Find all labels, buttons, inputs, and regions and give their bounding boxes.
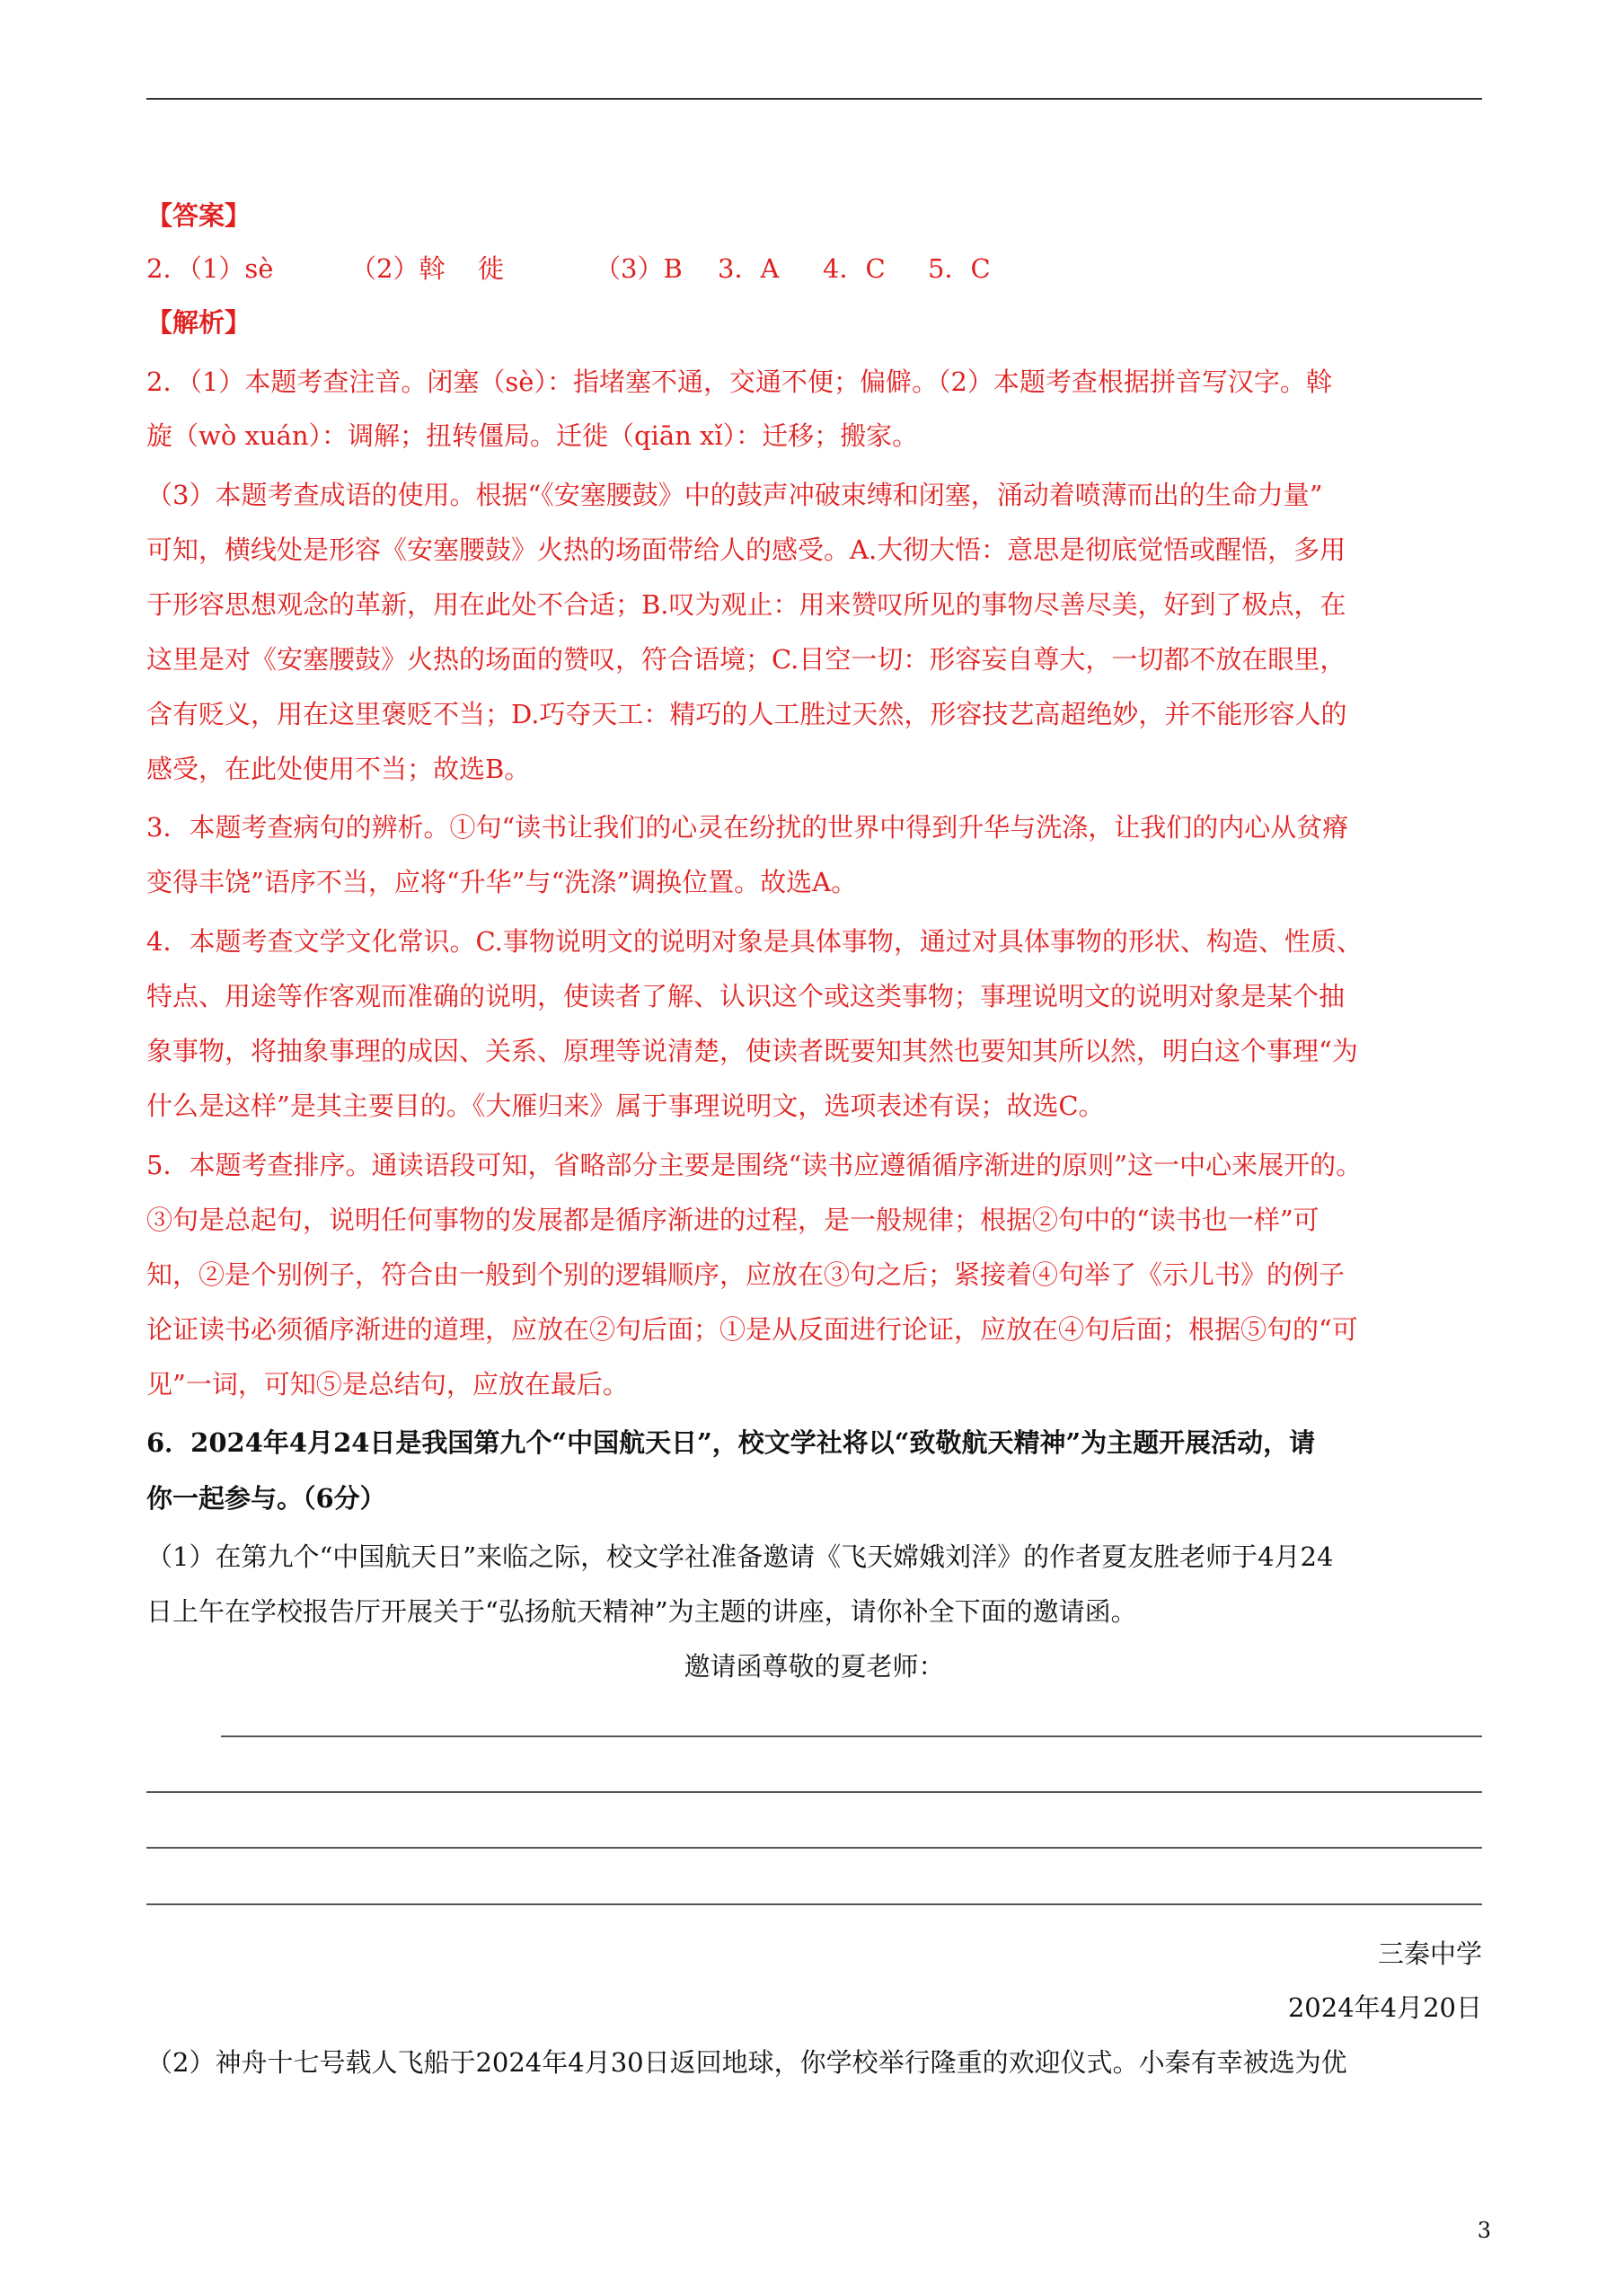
page-number: 3 <box>1477 2218 1491 2243</box>
header-rule <box>146 98 1482 100</box>
analysis-line: 见”一词，可知⑤是总结句，应放在最后。 <box>146 1369 629 1400</box>
answer-line <box>146 251 1482 287</box>
analysis-line: 论证读书必须循序渐进的道理，应放在②句后面；①是从反面进行论证，应放在④句后面；根据⑤句的“可 <box>146 1314 1358 1345</box>
answer-item: 徙 <box>478 253 505 284</box>
analysis-heading: 【解析】 <box>146 307 252 338</box>
answer-blank-line <box>146 1847 1482 1849</box>
answer-item: 3．A <box>718 253 780 284</box>
analysis-line: 什么是这样”是其主要目的。《大雁归来》属于事理说明文，选项表述有误；故选C。 <box>146 1091 1105 1121</box>
answer-item: （3）B <box>595 253 683 284</box>
letter-date: 2024年4月20日 <box>1287 1992 1482 2023</box>
answer-blank-line <box>146 1903 1482 1905</box>
answer-item: 2．（1）sè <box>146 253 274 284</box>
analysis-line: 特点、用途等作客观而准确的说明，使读者了解、认识这个或这类事物；事理说明文的说明对象是某个抽 <box>146 981 1346 1011</box>
letter-heading: 邀请函尊敬的夏老师： <box>684 1651 945 1682</box>
answer-blank-line <box>146 1791 1482 1793</box>
question-title-line: 6．2024年4月24日是我国第九个“中国航天日”，校文学社将以“致敬航天精神”为主题开展活动，请 <box>146 1427 1316 1458</box>
analysis-line: 4．本题考查文学文化常识。C.事物说明文的说明对象是具体事物，通过对具体事物的形状、构造、性质、 <box>146 926 1363 957</box>
answer-item: （2）斡 <box>350 253 446 284</box>
analysis-line: 旋（wò xuán）：调解；扭转僵局。迁徙（qiān xǐ）：迁移；搬家。 <box>146 420 919 451</box>
question-title-line: 你一起参与。（6分） <box>146 1483 386 1514</box>
analysis-line: 5．本题考查排序。通读语段可知，省略部分主要是围绕“读书应遵循循序渐进的原则”这一中心来展开的。 <box>146 1150 1363 1180</box>
analysis-line: 可知，横线处是形容《安塞腰鼓》火热的场面带给人的感受。A.大彻大悟：意思是彻底觉悟或醒悟，多用 <box>146 534 1346 565</box>
analysis-line: 感受，在此处使用不当；故选B。 <box>146 754 531 784</box>
analysis-line: 变得丰饶”语序不当，应将“升华”与“洗涤”调换位置。故选A。 <box>146 867 858 897</box>
analysis-line: 于形容思想观念的革新，用在此处不合适；B.叹为观止：用来赞叹所见的事物尽善尽美，好到了极点，在 <box>146 589 1346 620</box>
analysis-line: 3．本题考查病句的辨析。①句“读书让我们的心灵在纷扰的世界中得到升华与洗涤，让我们的内心从贫瘠 <box>146 812 1349 843</box>
question-part1-line: 日上午在学校报告厅开展关于“弘扬航天精神”为主题的讲座，请你补全下面的邀请函。 <box>146 1596 1137 1627</box>
letter-signature: 三秦中学 <box>1377 1938 1482 1969</box>
question-part1-line: （1）在第九个“中国航天日”来临之际，校文学社准备邀请《飞天嫦娥刘洋》的作者夏友胜老师于4月24 <box>146 1541 1334 1572</box>
answer-item: 5．C <box>928 253 991 284</box>
answer-heading: 【答案】 <box>146 200 252 231</box>
analysis-line: 象事物，将抽象事理的成因、关系、原理等说清楚，使读者既要知其然也要知其所以然，明白这个事理“为 <box>146 1036 1358 1066</box>
analysis-line: 这里是对《安塞腰鼓》火热的场面的赞叹，符合语境；C.目空一切：形容妄自尊大，一切都不放在眼里， <box>146 644 1346 675</box>
analysis-line: （3）本题考查成语的使用。根据“《安塞腰鼓》中的鼓声冲破束缚和闭塞，涌动着喷薄而出的生命力量” <box>146 480 1323 510</box>
analysis-line: ③句是总起句，说明任何事物的发展都是循序渐进的过程，是一般规律；根据②句中的“读书也一样”可 <box>146 1205 1320 1235</box>
answer-item: 4．C <box>823 253 886 284</box>
analysis-line: 2．（1）本题考查注音。闭塞（sè）：指堵塞不通，交通不便；偏僻。（2）本题考查根据拼音写汉字。斡 <box>146 366 1332 397</box>
question-part2-line: （2）神舟十七号载人飞船于2024年4月30日返回地球，你学校举行隆重的欢迎仪式。小秦有幸被选为优 <box>146 2047 1347 2078</box>
answer-blank-line <box>221 1735 1482 1737</box>
analysis-line: 含有贬义，用在这里褒贬不当；D.巧夺天工：精巧的人工胜过天然，形容技艺高超绝妙，并不能形容人的 <box>146 699 1347 729</box>
analysis-line: 知，②是个别例子，符合由一般到个别的逻辑顺序，应放在③句之后；紧接着④句举了《示儿书》的例子 <box>146 1259 1346 1290</box>
